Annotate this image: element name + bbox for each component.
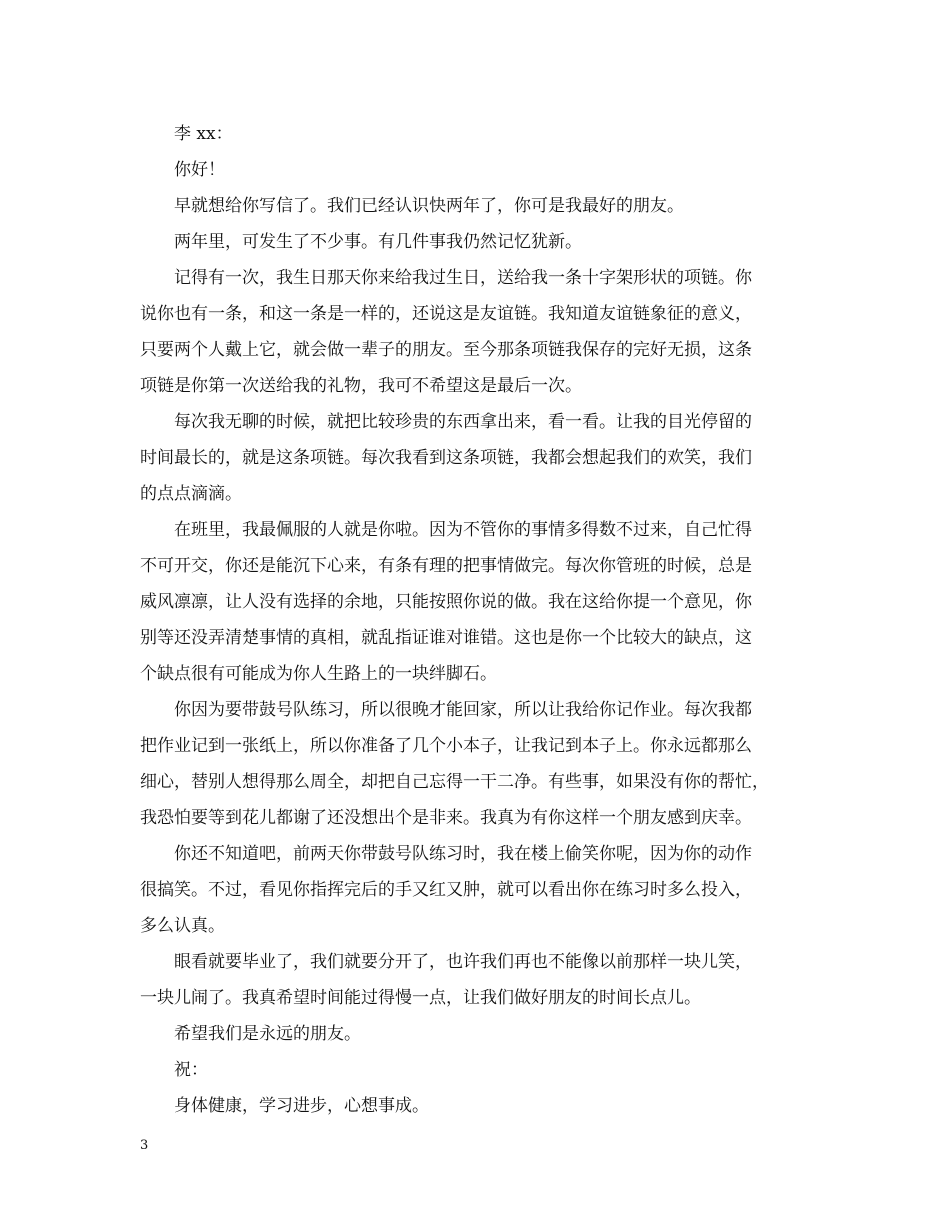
paragraph-line: 早就想给你写信了。我们已经认识快两年了，你可是我最好的朋友。 xyxy=(174,196,684,216)
paragraph-line: 两年里，可发生了不少事。有几件事我仍然记忆犹新。 xyxy=(174,232,582,252)
paragraph-line: 说你也有一条，和这一条是一样的，还说这是友谊链。我知道友谊链象征的意义， xyxy=(140,304,752,324)
paragraph-line: 很搞笑。不过，看见你指挥完后的手又红又肿，就可以看出你在练习时多么投入， xyxy=(140,880,752,900)
page-number: 3 xyxy=(140,1138,149,1153)
paragraph-line: 时间最长的，就是这条项链。每次我看到这条项链，我都会想起我们的欢笑，我们 xyxy=(140,448,752,468)
paragraph-line: 我恐怕要等到花儿都谢了还没想出个是非来。我真为有你这样一个朋友感到庆幸。 xyxy=(140,808,752,828)
blessing-label: 祝： xyxy=(174,1060,208,1080)
letter-body xyxy=(140,116,820,1124)
greeting: 你好！ xyxy=(174,160,225,180)
paragraph-line: 威风凛凛，让人没有选择的余地，只能按照你说的做。我在这给你提一个意见，你 xyxy=(140,592,752,612)
paragraph-line: 项链是你第一次送给我的礼物，我可不希望这是最后一次。 xyxy=(140,376,582,396)
closing-wish: 希望我们是永远的朋友。 xyxy=(174,1024,361,1044)
paragraph-line: 你因为要带鼓号队练习，所以很晚才能回家，所以让我给你记作业。每次我都 xyxy=(174,700,752,720)
paragraph-line: 把作业记到一张纸上，所以你准备了几个小本子，让我记到本子上。你永远都那么 xyxy=(140,736,752,756)
paragraph-line: 一块儿闹了。我真希望时间能过得慢一点，让我们做好朋友的时间长点儿。 xyxy=(140,988,701,1008)
paragraph-line: 记得有一次，我生日那天你来给我过生日，送给我一条十字架形状的项链。你 xyxy=(174,268,752,288)
paragraph-line: 细心，替别人想得那么周全，却把自己忘得一干二净。有些事，如果没有你的帮忙， xyxy=(140,772,769,792)
paragraph-line: 的点点滴滴。 xyxy=(140,484,242,504)
paragraph-line: 每次我无聊的时候，就把比较珍贵的东西拿出来，看一看。让我的目光停留的 xyxy=(174,412,752,432)
paragraph-line: 只要两个人戴上它，就会做一辈子的朋友。至今那条项链我保存的完好无损，这条 xyxy=(140,340,752,360)
paragraph-line: 眼看就要毕业了，我们就要分开了，也许我们再也不能像以前那样一块儿笑， xyxy=(174,952,752,972)
paragraph-line: 你还不知道吧，前两天你带鼓号队练习时，我在楼上偷笑你呢，因为你的动作 xyxy=(174,844,752,864)
paragraph-line: 别等还没弄清楚事情的真相，就乱指证谁对谁错。这也是你一个比较大的缺点，这 xyxy=(140,628,752,648)
salutation: 李 xx： xyxy=(174,124,233,144)
paragraph-line: 个缺点很有可能成为你人生路上的一块绊脚石。 xyxy=(140,664,497,684)
paragraph-line: 不可开交，你还是能沉下心来，有条有理的把事情做完。每次你管班的时候，总是 xyxy=(140,556,752,576)
paragraph-line: 多么认真。 xyxy=(140,916,225,936)
blessing-text: 身体健康，学习进步，心想事成。 xyxy=(174,1096,429,1116)
paragraph-line: 在班里，我最佩服的人就是你啦。因为不管你的事情多得数不过来，自己忙得 xyxy=(174,520,752,540)
